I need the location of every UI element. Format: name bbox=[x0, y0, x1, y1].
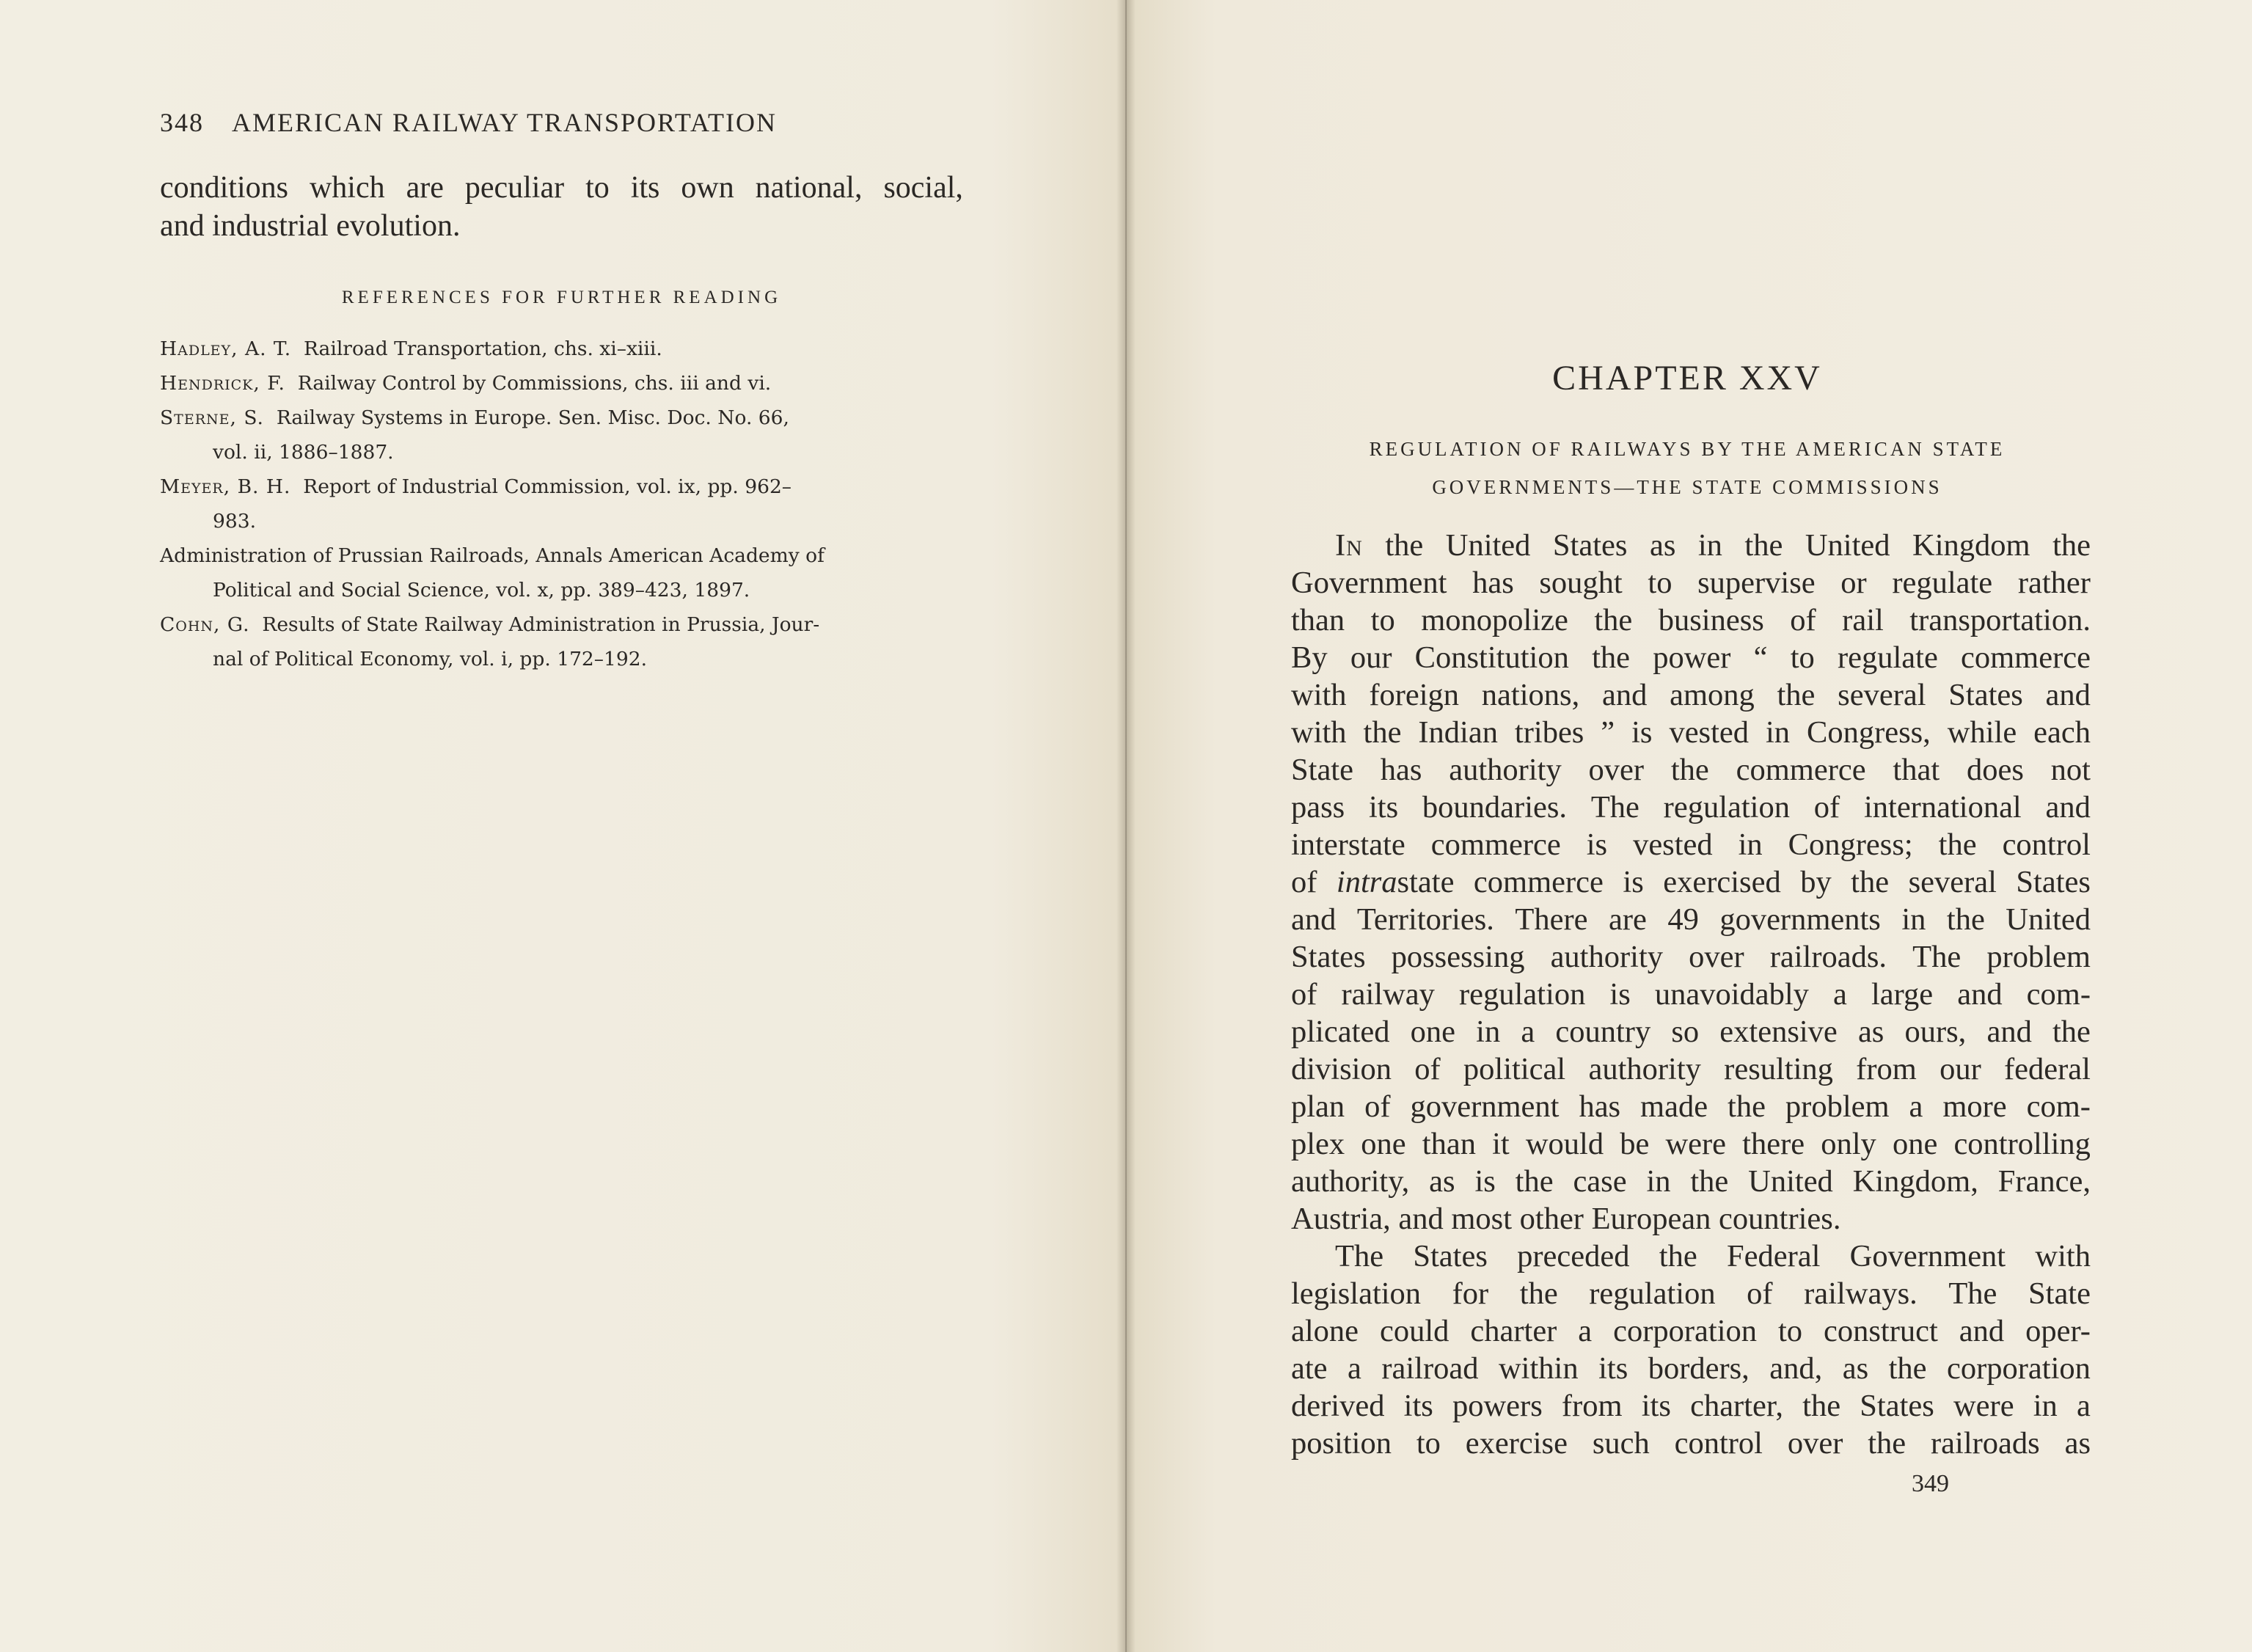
word: than bbox=[1422, 1127, 1476, 1161]
chapter-title: CHAPTER XXV bbox=[1552, 359, 1822, 398]
word: governments bbox=[1719, 902, 1881, 937]
word: in bbox=[1765, 715, 1791, 750]
word: The bbox=[1948, 1276, 1997, 1311]
word: corporation bbox=[1947, 1351, 2091, 1386]
word: with bbox=[1291, 678, 1347, 712]
word: as bbox=[1857, 1015, 1884, 1049]
text-line bbox=[1291, 1425, 2091, 1462]
word: over bbox=[1588, 753, 1645, 787]
reference-text: Report of Industrial Commission, vol. ix, pp. 962– bbox=[303, 475, 792, 498]
word: Congress; bbox=[1788, 827, 1913, 862]
reference-text: Railway Control by Commissions, chs. iii and vi. bbox=[297, 372, 772, 395]
word: were bbox=[1953, 1389, 2014, 1423]
word: the bbox=[1659, 1239, 1697, 1273]
word: intrastate bbox=[1336, 865, 1455, 899]
word: the bbox=[2052, 528, 2091, 563]
word: has bbox=[1472, 566, 1514, 600]
text-line bbox=[1291, 639, 2091, 676]
word: social, bbox=[883, 171, 963, 205]
word: control bbox=[1674, 1426, 1763, 1461]
word: has bbox=[1579, 1089, 1621, 1124]
text-line bbox=[1291, 938, 2091, 976]
word: United bbox=[1748, 1164, 1833, 1199]
text-line bbox=[1291, 1350, 2091, 1387]
word: rather bbox=[2017, 566, 2091, 600]
reference-text: Results of State Railway Administration in Prussia, Jour- bbox=[262, 613, 820, 636]
word: position bbox=[1291, 1426, 1392, 1461]
word: com- bbox=[2026, 1089, 2091, 1124]
word: interstate bbox=[1291, 827, 1405, 862]
word: Congress, bbox=[1806, 715, 1931, 750]
word: of bbox=[1747, 1276, 1773, 1311]
word: the bbox=[2052, 1015, 2091, 1049]
word: authority, bbox=[1291, 1164, 1410, 1199]
word: and bbox=[2045, 678, 2091, 712]
word: vested bbox=[1669, 715, 1750, 750]
word: the bbox=[1802, 1389, 1841, 1423]
word: pass bbox=[1291, 790, 1345, 825]
word: in bbox=[1476, 1015, 1501, 1049]
word: charter, bbox=[1690, 1389, 1783, 1423]
word: which bbox=[309, 171, 385, 205]
word: Kingdom bbox=[1912, 528, 2030, 563]
word: a bbox=[1521, 1015, 1535, 1049]
word: a bbox=[1348, 1351, 1361, 1386]
word: sought bbox=[1539, 566, 1623, 600]
word: States bbox=[1552, 528, 1628, 563]
word: rail bbox=[1842, 603, 1884, 637]
word: to bbox=[1648, 566, 1672, 600]
word: is bbox=[1474, 1164, 1496, 1199]
word: division bbox=[1291, 1052, 1392, 1086]
reference-author: Hadley, A. T. bbox=[160, 337, 292, 360]
word: each bbox=[2033, 715, 2091, 750]
word: Federal bbox=[1726, 1239, 1821, 1273]
word: controlling bbox=[1953, 1127, 2091, 1161]
word: to bbox=[585, 171, 610, 205]
paragraph-dropword: In bbox=[1335, 528, 1363, 563]
word: by bbox=[1800, 865, 1832, 899]
word: international bbox=[1863, 790, 2022, 825]
word: Government bbox=[1849, 1239, 2006, 1273]
word: over bbox=[1689, 940, 1744, 974]
word: while bbox=[1947, 715, 2017, 750]
word: the bbox=[1594, 603, 1633, 637]
word: supervise bbox=[1697, 566, 1816, 600]
word: only bbox=[1821, 1127, 1876, 1161]
word: of bbox=[1291, 865, 1317, 899]
reference-entry bbox=[160, 469, 963, 538]
word: as bbox=[1649, 528, 1676, 563]
word: regulation bbox=[1663, 790, 1790, 825]
word: corporation bbox=[1613, 1314, 1758, 1348]
word: conditions bbox=[160, 171, 288, 205]
word: plex bbox=[1291, 1127, 1345, 1161]
word: States bbox=[1291, 940, 1366, 974]
word: the bbox=[1515, 1164, 1554, 1199]
word: vested bbox=[1633, 827, 1713, 862]
right-page-number: 349 bbox=[1912, 1470, 1949, 1497]
word: and, bbox=[1769, 1351, 1823, 1386]
word: The bbox=[1912, 940, 1962, 974]
text-line bbox=[1291, 527, 2091, 564]
word: one bbox=[1892, 1127, 1938, 1161]
word: authority bbox=[1550, 940, 1664, 974]
word: in bbox=[1901, 902, 1926, 937]
reference-entry bbox=[160, 607, 963, 676]
word: ” bbox=[1601, 715, 1615, 750]
word: Territories. bbox=[1356, 902, 1494, 937]
word: made bbox=[1640, 1089, 1708, 1124]
word: are bbox=[1608, 902, 1647, 937]
word: regulation bbox=[1589, 1276, 1716, 1311]
word: nations, bbox=[1481, 678, 1580, 712]
word: railroads bbox=[1931, 1426, 2040, 1461]
word: were bbox=[1665, 1127, 1727, 1161]
text-line bbox=[1291, 1088, 2091, 1125]
text-line: and industrial evolution. bbox=[160, 209, 461, 243]
word: authority bbox=[1449, 753, 1562, 787]
word: from bbox=[1561, 1389, 1623, 1423]
word: ours, bbox=[1904, 1015, 1967, 1049]
word: railroads. bbox=[1769, 940, 1887, 974]
word: country bbox=[1555, 1015, 1651, 1049]
word: large bbox=[1871, 977, 1934, 1012]
word: does bbox=[1966, 753, 2024, 787]
word: possessing bbox=[1391, 940, 1525, 974]
word: railways. bbox=[1804, 1276, 1918, 1311]
word: the bbox=[1777, 678, 1816, 712]
word: not bbox=[2050, 753, 2091, 787]
word: several bbox=[1908, 865, 1997, 899]
reference-text-cont: Political and Social Science, vol. x, pp. 389–423, 1897. bbox=[213, 579, 750, 602]
text-line bbox=[1291, 1050, 2091, 1088]
running-head-title: AMERICAN RAILWAY TRANSPORTATION bbox=[232, 108, 777, 137]
word: problem bbox=[1986, 940, 2091, 974]
word: unavoidably bbox=[1654, 977, 1809, 1012]
word: one bbox=[1361, 1127, 1406, 1161]
word: our bbox=[1940, 1052, 1981, 1086]
word: as bbox=[1842, 1351, 1869, 1386]
word: the bbox=[1690, 1164, 1729, 1199]
word: transportation. bbox=[1909, 603, 2091, 637]
continued-paragraph bbox=[160, 169, 963, 245]
word: the bbox=[1363, 715, 1402, 750]
reference-text-cont: vol. ii, 1886–1887. bbox=[213, 441, 394, 464]
word: in bbox=[1697, 528, 1722, 563]
word: in bbox=[2033, 1389, 2058, 1423]
word: regulation bbox=[1459, 977, 1586, 1012]
text-line bbox=[1291, 564, 2091, 602]
text-line bbox=[1291, 714, 2091, 751]
word: problem bbox=[1785, 1089, 1890, 1124]
italic-word: intra bbox=[1336, 865, 1397, 899]
word: Indian bbox=[1418, 715, 1498, 750]
word: State bbox=[2028, 1276, 2091, 1311]
word: States bbox=[1860, 1389, 1934, 1423]
word: commerce bbox=[1430, 827, 1561, 862]
chapter-subtitle bbox=[1284, 430, 2091, 506]
word: tribes bbox=[1514, 715, 1584, 750]
reference-author: Sterne, S. bbox=[160, 406, 264, 429]
text-line: Austria, and most other European countries. bbox=[1291, 1202, 1841, 1236]
word: of bbox=[1790, 603, 1816, 637]
word: business bbox=[1658, 603, 1764, 637]
word: monopolize bbox=[1421, 603, 1568, 637]
reference-author: Meyer, B. H. bbox=[160, 475, 291, 498]
text-line bbox=[1291, 976, 2091, 1013]
word: railroad bbox=[1381, 1351, 1479, 1386]
reference-entry bbox=[160, 538, 963, 607]
word: power bbox=[1653, 640, 1731, 675]
word: would bbox=[1525, 1127, 1604, 1161]
word: control bbox=[2002, 827, 2091, 862]
word: a bbox=[2077, 1389, 2091, 1423]
word: construct bbox=[1824, 1314, 1938, 1348]
word: legislation bbox=[1291, 1276, 1422, 1311]
word: United bbox=[1805, 528, 1890, 563]
word: has bbox=[1380, 753, 1422, 787]
word: The bbox=[1335, 1239, 1384, 1273]
word: so bbox=[1671, 1015, 1700, 1049]
chapter-subtitle-line: REGULATION OF RAILWAYS BY THE AMERICAN STATE bbox=[1369, 438, 2006, 460]
word: from bbox=[1856, 1052, 1917, 1086]
word: commerce bbox=[1736, 753, 1866, 787]
reference-text-cont: nal of Political Economy, vol. i, pp. 172–192. bbox=[213, 648, 648, 670]
word: the bbox=[1385, 528, 1424, 563]
word: and bbox=[1986, 1015, 2032, 1049]
word: and bbox=[1291, 902, 1337, 937]
word: of bbox=[1364, 1089, 1391, 1124]
text-line bbox=[1291, 602, 2091, 639]
word: is bbox=[1609, 977, 1631, 1012]
word: or bbox=[1840, 566, 1867, 600]
word: our bbox=[1350, 640, 1392, 675]
word: ate bbox=[1291, 1351, 1328, 1386]
word: is bbox=[1631, 715, 1653, 750]
word: in bbox=[1646, 1164, 1671, 1199]
word: commerce bbox=[1473, 865, 1604, 899]
text-line bbox=[1291, 901, 2091, 938]
word: oper- bbox=[2025, 1314, 2091, 1348]
chapter-body bbox=[1291, 527, 2091, 1462]
text-line bbox=[1291, 1125, 2091, 1163]
word: such bbox=[1592, 1426, 1650, 1461]
left-page-number: 348 bbox=[160, 108, 204, 137]
word: there bbox=[1742, 1127, 1805, 1161]
reference-entry bbox=[160, 366, 963, 401]
word: peculiar bbox=[464, 171, 565, 205]
word: the bbox=[1728, 1089, 1766, 1124]
word: is bbox=[1586, 827, 1608, 862]
text-line bbox=[1291, 863, 2091, 901]
word: own bbox=[681, 171, 734, 205]
word: Constitution bbox=[1414, 640, 1569, 675]
word: the bbox=[1868, 1426, 1906, 1461]
word: com- bbox=[2026, 977, 2091, 1012]
word: Government bbox=[1291, 566, 1447, 600]
word: and bbox=[1601, 678, 1648, 712]
text-line bbox=[1291, 789, 2091, 826]
word: among bbox=[1670, 678, 1755, 712]
word: preceded bbox=[1517, 1239, 1630, 1273]
reference-text-cont: 983. bbox=[213, 510, 257, 533]
word: France, bbox=[1997, 1164, 2091, 1199]
word: with bbox=[2035, 1239, 2091, 1273]
book-gutter bbox=[1116, 0, 1136, 1652]
word: States bbox=[1948, 678, 2023, 712]
word: to bbox=[1370, 603, 1395, 637]
word: is bbox=[1623, 865, 1644, 899]
word: regulate bbox=[1837, 640, 1938, 675]
word: one bbox=[1410, 1015, 1456, 1049]
word: and bbox=[1959, 1314, 2005, 1348]
chapter-subtitle-line: GOVERNMENTS—THE STATE COMMISSIONS bbox=[1432, 476, 1942, 498]
word: exercised bbox=[1663, 865, 1781, 899]
word: several bbox=[1838, 678, 1926, 712]
word: of bbox=[1414, 1052, 1441, 1086]
word: “ bbox=[1753, 640, 1768, 675]
word: national, bbox=[755, 171, 863, 205]
word: federal bbox=[2003, 1052, 2091, 1086]
word: its bbox=[1403, 1389, 1433, 1423]
word: and bbox=[2045, 790, 2091, 825]
word: commerce bbox=[1961, 640, 2091, 675]
word: 49 bbox=[1667, 902, 1699, 937]
word: plan bbox=[1291, 1089, 1345, 1124]
reference-entry bbox=[160, 401, 963, 469]
word: its bbox=[630, 171, 660, 205]
word: to bbox=[1790, 640, 1815, 675]
word: for bbox=[1452, 1276, 1489, 1311]
word: a bbox=[1909, 1089, 1923, 1124]
word: United bbox=[2006, 902, 2091, 937]
word: its bbox=[1598, 1351, 1628, 1386]
reference-text: Railroad Transportation, chs. xi–xiii. bbox=[304, 337, 662, 360]
word: authority bbox=[1588, 1052, 1701, 1086]
text-line bbox=[1291, 826, 2091, 863]
text-line bbox=[1291, 1163, 2091, 1200]
word: foreign bbox=[1369, 678, 1460, 712]
word: over bbox=[1787, 1426, 1843, 1461]
word: the bbox=[1946, 902, 1985, 937]
word: the bbox=[1744, 528, 1783, 563]
word: exercise bbox=[1465, 1426, 1568, 1461]
word: that bbox=[1893, 753, 1940, 787]
word: a bbox=[1578, 1314, 1593, 1348]
word: to bbox=[1777, 1314, 1803, 1348]
word: the bbox=[1938, 827, 1977, 862]
text-line bbox=[1291, 1387, 2091, 1425]
text-line bbox=[160, 169, 963, 207]
text-line bbox=[1291, 1275, 2091, 1312]
word: regulate bbox=[1892, 566, 1993, 600]
word: extensive bbox=[1719, 1015, 1838, 1049]
text-line bbox=[1291, 751, 2091, 789]
word: plicated bbox=[1291, 1015, 1390, 1049]
word: its bbox=[1368, 790, 1399, 825]
word: political bbox=[1463, 1052, 1566, 1086]
word: are bbox=[406, 171, 444, 205]
word: alone bbox=[1291, 1314, 1359, 1348]
text-line bbox=[1291, 1312, 2091, 1350]
word: the bbox=[1851, 865, 1890, 899]
word: derived bbox=[1291, 1389, 1385, 1423]
word: States bbox=[2016, 865, 2091, 899]
reference-text: Railway Systems in Europe. Sen. Misc. Doc. No. 66, bbox=[276, 406, 789, 429]
word: in bbox=[1738, 827, 1763, 862]
word: Kingdom, bbox=[1852, 1164, 1978, 1199]
word: with bbox=[1291, 715, 1347, 750]
running-head bbox=[160, 107, 967, 138]
word: United bbox=[1445, 528, 1531, 563]
word: the bbox=[1519, 1276, 1558, 1311]
word: its bbox=[1641, 1389, 1671, 1423]
word: within bbox=[1498, 1351, 1579, 1386]
word: case bbox=[1573, 1164, 1627, 1199]
word: of bbox=[1813, 790, 1840, 825]
word: There bbox=[1515, 902, 1588, 937]
word: of bbox=[1291, 977, 1317, 1012]
word: as bbox=[2064, 1426, 2091, 1461]
text-line bbox=[1291, 676, 2091, 714]
text-line bbox=[1291, 1013, 2091, 1050]
word: resulting bbox=[1724, 1052, 1833, 1086]
word: government bbox=[1410, 1089, 1560, 1124]
word: States bbox=[1413, 1239, 1488, 1273]
word: it bbox=[1492, 1127, 1510, 1161]
word: could bbox=[1380, 1314, 1449, 1348]
word: than bbox=[1291, 603, 1345, 637]
word: powers bbox=[1452, 1389, 1543, 1423]
word: and bbox=[1957, 977, 2003, 1012]
word: railway bbox=[1341, 977, 1435, 1012]
word: charter bbox=[1470, 1314, 1557, 1348]
word: State bbox=[1291, 753, 1353, 787]
word: to bbox=[1416, 1426, 1441, 1461]
word: the bbox=[1592, 640, 1630, 675]
references-heading: REFERENCES FOR FURTHER READING bbox=[341, 288, 782, 307]
word: borders, bbox=[1648, 1351, 1750, 1386]
word: the bbox=[1888, 1351, 1927, 1386]
word: be bbox=[1620, 1127, 1650, 1161]
text-line bbox=[1291, 1238, 2091, 1275]
word: The bbox=[1590, 790, 1639, 825]
word: a bbox=[1833, 977, 1847, 1012]
word: the bbox=[1670, 753, 1709, 787]
reference-author: Cohn, G. bbox=[160, 613, 250, 636]
references-list bbox=[160, 332, 963, 676]
word: By bbox=[1291, 640, 1328, 675]
reference-text: Administration of Prussian Railroads, Annals American Academy of bbox=[160, 544, 825, 567]
reference-author: Hendrick, F. bbox=[160, 372, 285, 395]
reference-entry bbox=[160, 332, 963, 366]
word: boundaries. bbox=[1422, 790, 1568, 825]
word: more bbox=[1942, 1089, 2007, 1124]
word: as bbox=[1429, 1164, 1455, 1199]
